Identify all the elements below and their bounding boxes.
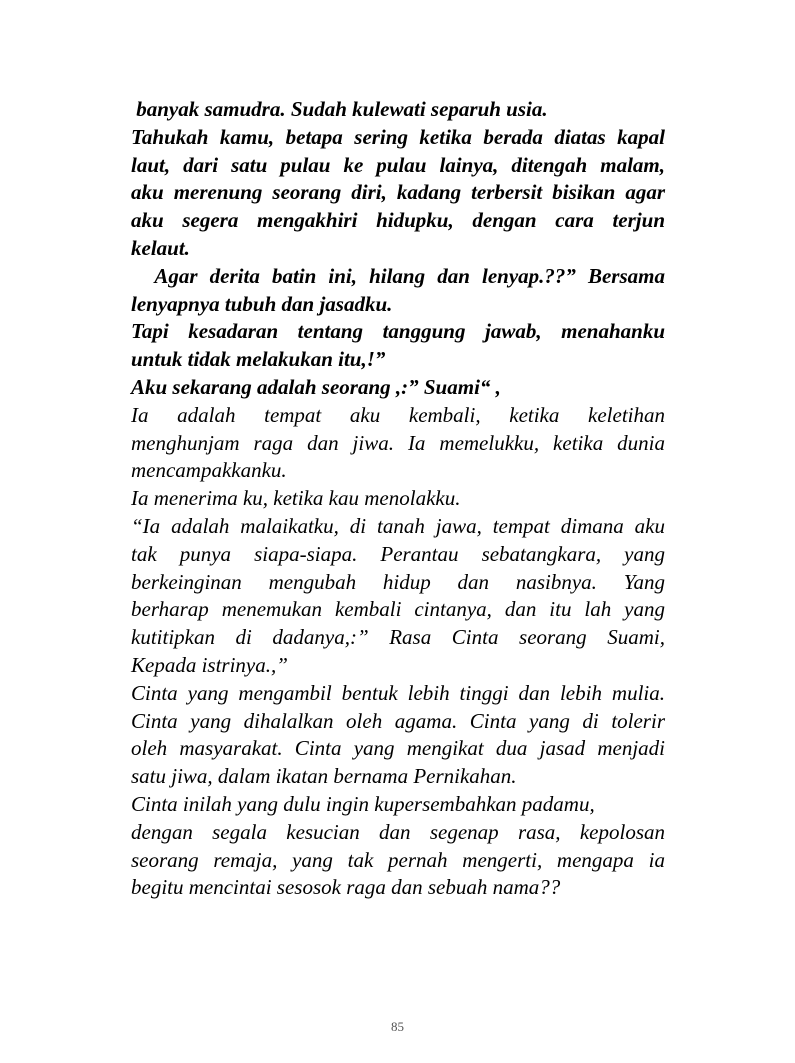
text-line: seorang remaja, yang tak pernah mengerti, mengapa ia [131, 847, 665, 872]
text-line: Aku sekarang adalah seorang ,:” Suami“ , [131, 374, 501, 399]
text-line: begitu mencintai sesosok raga dan sebuah nama?? [131, 875, 561, 900]
text-line: berharap menemukan kembali cintanya, dan itu lah yang [131, 597, 665, 622]
page-number: 85 [391, 1019, 404, 1034]
text-line: aku segera mengakhiri hidupku, dengan cara terjun [131, 208, 665, 233]
text-line: kutitipkan di dadanya,:” Rasa Cinta seorang Suami, [131, 625, 665, 650]
text-line: tak punya siapa-siapa. Perantau sebatangkara, yang [131, 541, 665, 566]
text-line: mencampakkanku. [131, 458, 287, 483]
body-text [131, 96, 665, 902]
text-line: dengan segala kesucian dan segenap rasa, kepolosan [131, 819, 665, 844]
text-line: lenyapnya tubuh dan jasadku. [131, 291, 393, 316]
text-line: banyak samudra. Sudah kulewati separuh usia. [131, 97, 548, 121]
text-line: Ia adalah tempat aku kembali, ketika keletihan [131, 402, 665, 427]
text-line: Ia menerima ku, ketika kau menolakku. [131, 486, 461, 511]
text-line: Tahukah kamu, betapa sering ketika berada diatas kapal [131, 124, 665, 149]
text-line: laut, dari satu pulau ke pulau lainya, ditengah malam, [131, 152, 665, 177]
text-line: untuk tidak melakukan itu,!” [131, 347, 386, 372]
text-line: Tapi kesadaran tentang tanggung jawab, menahanku [131, 319, 665, 344]
text-line: aku merenung seorang diri, kadang terbersit bisikan agar [131, 180, 665, 205]
text-line: satu jiwa, dalam ikatan bernama Pernikahan. [131, 764, 517, 789]
text-line: menghunjam raga dan jiwa. Ia memelukku, ketika dunia [131, 430, 665, 455]
text-line: Agar derita batin ini, hilang dan lenyap.??” Bersama [131, 263, 665, 288]
text-line: oleh masyarakat. Cinta yang mengikat dua jasad menjadi [131, 736, 665, 761]
text-line: Cinta yang dihalalkan oleh agama. Cinta yang di tolerir [131, 708, 665, 733]
text-line: “Ia adalah malaikatku, di tanah jawa, tempat dimana aku [131, 513, 665, 538]
text-line: Kepada istrinya.,” [131, 652, 288, 677]
text-line: Cinta yang mengambil bentuk lebih tinggi dan lebih mulia. [131, 680, 665, 705]
text-line: Cinta inilah yang dulu ingin kupersembahkan padamu, [131, 791, 595, 816]
text-line: berkeinginan mengubah hidup dan nasibnya. Yang [131, 569, 665, 594]
text-line: kelaut. [131, 235, 190, 260]
